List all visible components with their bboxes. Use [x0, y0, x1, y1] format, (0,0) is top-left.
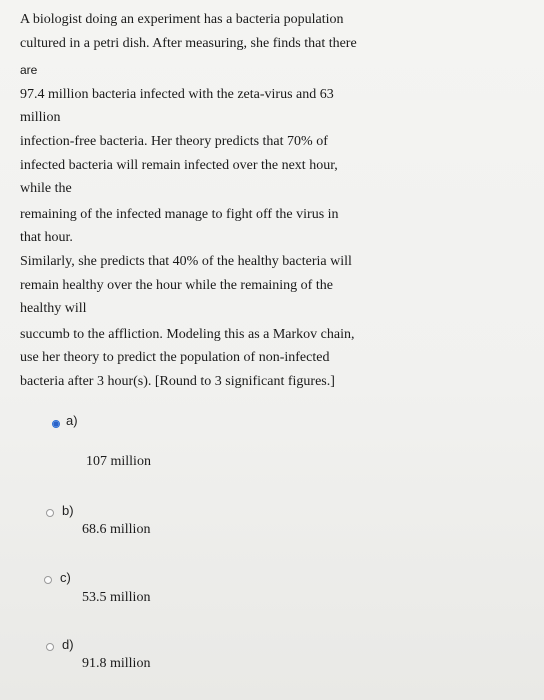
question-line: healthy will: [20, 301, 87, 316]
question-line: that hour.: [20, 230, 73, 245]
option-text: 107 million: [86, 454, 151, 469]
option-c[interactable]: [0, 570, 300, 620]
option-letter: d): [62, 637, 74, 652]
question-line: million: [20, 110, 61, 125]
question-line: infected bacteria will remain infected over the next hour,: [20, 158, 338, 173]
option-text: 53.5 million: [82, 590, 151, 605]
radio-unselected-icon[interactable]: [46, 643, 54, 651]
option-letter: c): [60, 570, 71, 585]
question-line: use her theory to predict the population of non-infected: [20, 350, 330, 365]
radio-selected-icon[interactable]: [52, 420, 60, 428]
question-line: remain healthy over the hour while the remaining of the: [20, 278, 333, 293]
question-line: succumb to the affliction. Modeling this as a Markov chain,: [20, 327, 355, 342]
question-line: cultured in a petri dish. After measuring, she finds that there: [20, 36, 357, 51]
question-line: Similarly, she predicts that 40% of the healthy bacteria will: [20, 254, 352, 269]
question-line: A biologist doing an experiment has a bacteria population: [20, 12, 344, 27]
option-text: 91.8 million: [82, 656, 151, 671]
radio-unselected-icon[interactable]: [46, 509, 54, 517]
option-d[interactable]: [0, 637, 300, 687]
question-line: remaining of the infected manage to fight off the virus in: [20, 207, 339, 222]
option-text: 68.6 million: [82, 522, 151, 537]
question-line: while the: [20, 181, 72, 196]
question-line: are: [20, 63, 38, 77]
radio-unselected-icon[interactable]: [44, 576, 52, 584]
question-line: infection-free bacteria. Her theory predicts that 70% of: [20, 134, 328, 149]
question-line: bacteria after 3 hour(s). [Round to 3 significant figures.]: [20, 374, 335, 389]
option-b[interactable]: [0, 503, 300, 553]
option-letter: a): [66, 413, 78, 428]
option-a[interactable]: [0, 410, 300, 469]
option-letter: b): [62, 503, 74, 518]
question-line: 97.4 million bacteria infected with the zeta-virus and 63: [20, 87, 334, 102]
